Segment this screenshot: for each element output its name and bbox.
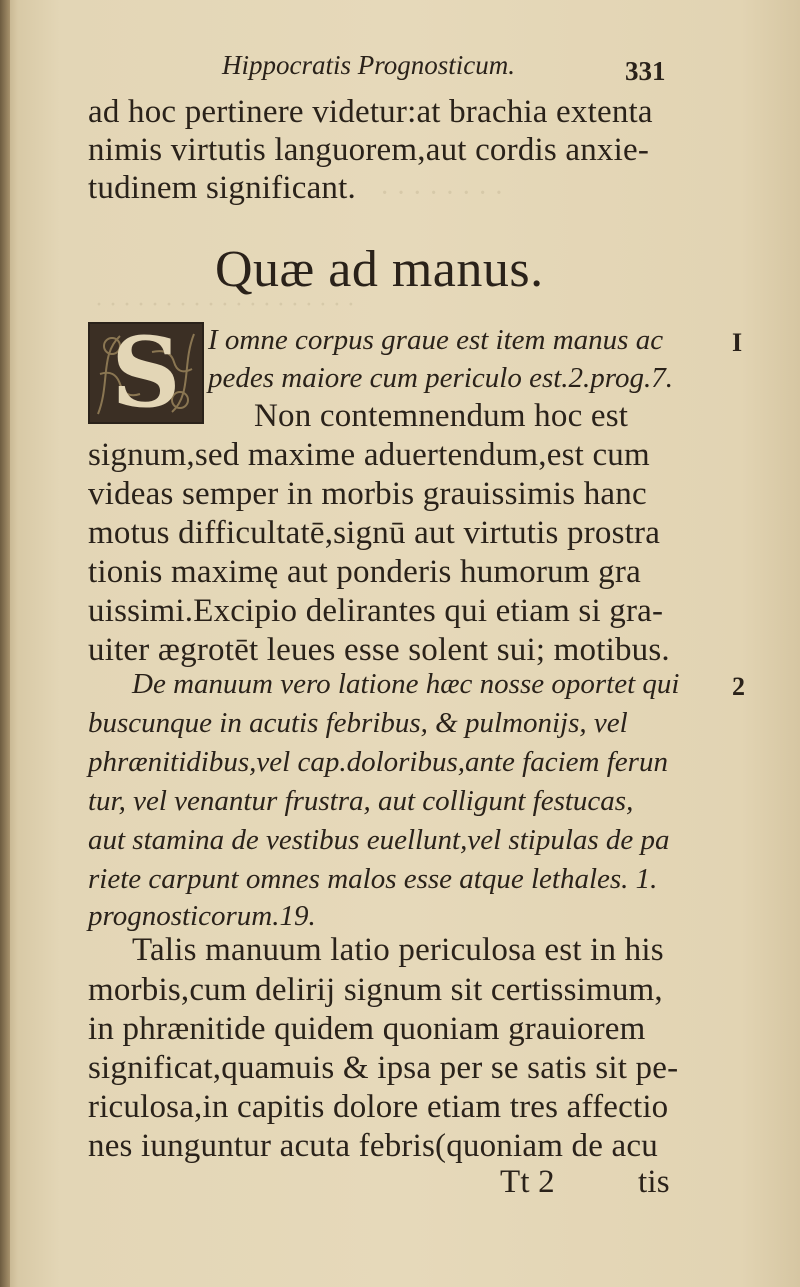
aphorism-line: I omne corpus graue est item manus ac	[208, 324, 664, 356]
signature-mark: Tt 2	[500, 1164, 555, 1200]
bleed-through-text: · · · · · · · ·	[380, 178, 504, 209]
folio-number: 331	[625, 56, 666, 86]
intro-line: tudinem significant.	[88, 170, 356, 206]
commentary-line: nes iunguntur acuta febris(quoniam de acu	[88, 1128, 658, 1164]
commentary-line: Non contemnendum hoc est	[254, 398, 629, 434]
commentary-line: uissimi.Excipio delirantes qui etiam si gra-	[88, 593, 664, 629]
commentary-line: Talis manuum latio periculosa est in his	[132, 932, 664, 968]
intro-line: ad hoc pertinere videtur:at brachia extenta	[88, 94, 653, 130]
commentary-line: riculosa,in capitis dolore etiam tres affectio	[88, 1089, 669, 1125]
aphorism-line: buscunque in acutis febribus, & pulmonijs, vel	[88, 707, 628, 739]
aphorism-line: phrænitidibus,vel cap.doloribus,ante faciem ferun	[88, 746, 668, 778]
aphorism-line: pedes maiore cum periculo est.2.prog.7.	[208, 362, 673, 394]
commentary-line: videas semper in morbis grauissimis hanc	[88, 476, 647, 512]
page-gutter	[0, 0, 10, 1287]
commentary-line: uiter ægrotēt leues esse solent sui; motibus.	[88, 632, 670, 668]
commentary-line: significat,quamuis & ipsa per se satis sit pe-	[88, 1050, 679, 1086]
running-title: Hippocratis Prognosticum.	[222, 50, 515, 80]
catchword: tis	[638, 1164, 670, 1200]
margin-number: I	[732, 328, 743, 357]
commentary-line: in phrænitide quidem quoniam grauiorem	[88, 1011, 646, 1047]
aphorism-line: aut stamina de vestibus euellunt,vel stipulas de pa	[88, 824, 670, 856]
commentary-line: morbis,cum delirij signum sit certissimum,	[88, 972, 663, 1008]
intro-line: nimis virtutis languorem,aut cordis anxie-	[88, 132, 650, 168]
section-title: Quæ ad manus.	[215, 241, 544, 298]
bleed-through-text: · · · · · · · · · · · · · · · · · · ·	[95, 292, 355, 318]
commentary-line: signum,sed maxime aduertendum,est cum	[88, 437, 650, 473]
aphorism-line: riete carpunt omnes malos esse atque lethales. 1.	[88, 863, 658, 895]
aphorism-line: prognosticorum.19.	[88, 900, 316, 932]
aphorism-line: De manuum vero latione hæc nosse oportet qui	[132, 668, 680, 700]
decorated-initial	[88, 316, 204, 429]
aphorism-line: tur, vel venantur frustra, aut colligunt festucas,	[88, 785, 634, 817]
commentary-line: tionis maximę aut ponderis humorum gra	[88, 554, 641, 590]
initial-letter: S	[111, 316, 181, 429]
commentary-line: motus difficultatē,signū aut virtutis prostra	[88, 515, 661, 551]
margin-number: 2	[732, 672, 745, 701]
